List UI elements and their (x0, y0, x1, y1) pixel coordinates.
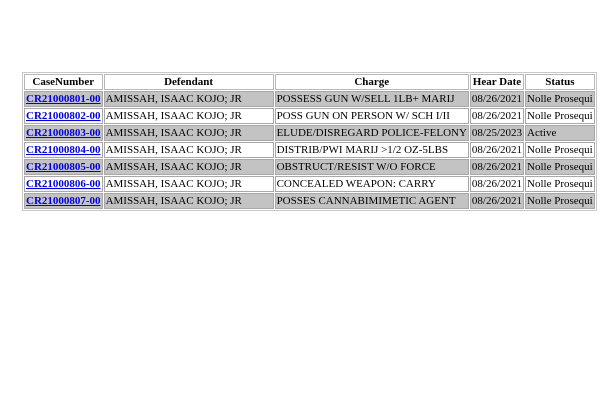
status-cell: Nolle Prosequi (527, 161, 593, 173)
charge-cell: POSS GUN ON PERSON W/ SCH I/II (275, 108, 469, 124)
defendant-cell: AMISSAH, ISAAC KOJO; JR (104, 193, 274, 209)
charge-cell: OBSTRUCT/RESIST W/O FORCE (275, 159, 469, 175)
defendant-cell: AMISSAH, ISAAC KOJO; JR (104, 125, 274, 141)
charge-cell: POSSESS GUN W/SELL 1LB+ MARIJ (275, 91, 469, 107)
hear-date-cell: 08/26/2021 (471, 195, 523, 207)
status-cell: Nolle Prosequi (527, 93, 593, 105)
hear-date-cell: 08/26/2021 (471, 144, 523, 156)
hear-date-cell: 08/26/2021 (471, 93, 523, 105)
case-number-link[interactable]: CR21000803-00 (26, 127, 101, 139)
case-number-link[interactable]: CR21000801-00 (26, 93, 101, 105)
status-cell: Active (525, 125, 595, 141)
charge-cell: DISTRIB/PWI MARIJ >1/2 OZ-5LBS (275, 142, 469, 158)
case-results-table (22, 72, 597, 211)
case-number-cell (24, 91, 103, 107)
hear-date-cell: 08/26/2021 (471, 161, 523, 173)
case-number-cell (24, 159, 103, 175)
header-case-number: CaseNumber (24, 74, 103, 90)
charge-cell: ELUDE/DISREGARD POLICE-FELONY (276, 127, 467, 139)
charge-cell: CONCEALED WEAPON: CARRY (275, 176, 469, 192)
status-cell: Nolle Prosequi (527, 110, 593, 122)
table-row (24, 108, 595, 124)
header-status: Status (525, 74, 595, 90)
defendant-cell: AMISSAH, ISAAC KOJO; JR (104, 91, 274, 107)
table-row (24, 91, 595, 107)
table-row (24, 176, 595, 192)
status-cell: Nolle Prosequi (527, 178, 593, 190)
hear-date-cell: 08/25/2023 (471, 127, 523, 139)
table-row (24, 159, 595, 175)
table-row (24, 193, 595, 209)
case-number-link[interactable]: CR21000802-00 (26, 110, 101, 122)
defendant-cell: AMISSAH, ISAAC KOJO; JR (104, 159, 274, 175)
hear-date-cell: 08/26/2021 (471, 178, 523, 190)
case-number-link[interactable]: CR21000807-00 (26, 195, 101, 207)
table-header-row (24, 74, 595, 90)
case-number-cell (24, 193, 103, 209)
status-cell: Nolle Prosequi (527, 195, 593, 207)
case-number-cell (24, 108, 103, 124)
case-number-link[interactable]: CR21000805-00 (26, 161, 101, 173)
table-row (24, 125, 595, 141)
case-number-link[interactable]: CR21000806-00 (26, 178, 101, 190)
case-number-cell (24, 176, 103, 192)
defendant-cell: AMISSAH, ISAAC KOJO; JR (104, 176, 274, 192)
header-charge: Charge (275, 74, 469, 90)
table-row (24, 142, 595, 158)
case-number-link[interactable]: CR21000804-00 (26, 144, 101, 156)
status-cell: Nolle Prosequi (527, 144, 593, 156)
header-hear-date: Hear Date (470, 74, 524, 90)
case-number-cell (24, 142, 103, 158)
defendant-cell: AMISSAH, ISAAC KOJO; JR (104, 142, 274, 158)
header-defendant: Defendant (104, 74, 274, 90)
charge-cell: POSSES CANNABIMIMETIC AGENT (275, 193, 469, 209)
case-number-cell (24, 125, 103, 141)
defendant-cell: AMISSAH, ISAAC KOJO; JR (104, 108, 274, 124)
hear-date-cell: 08/26/2021 (471, 110, 523, 122)
